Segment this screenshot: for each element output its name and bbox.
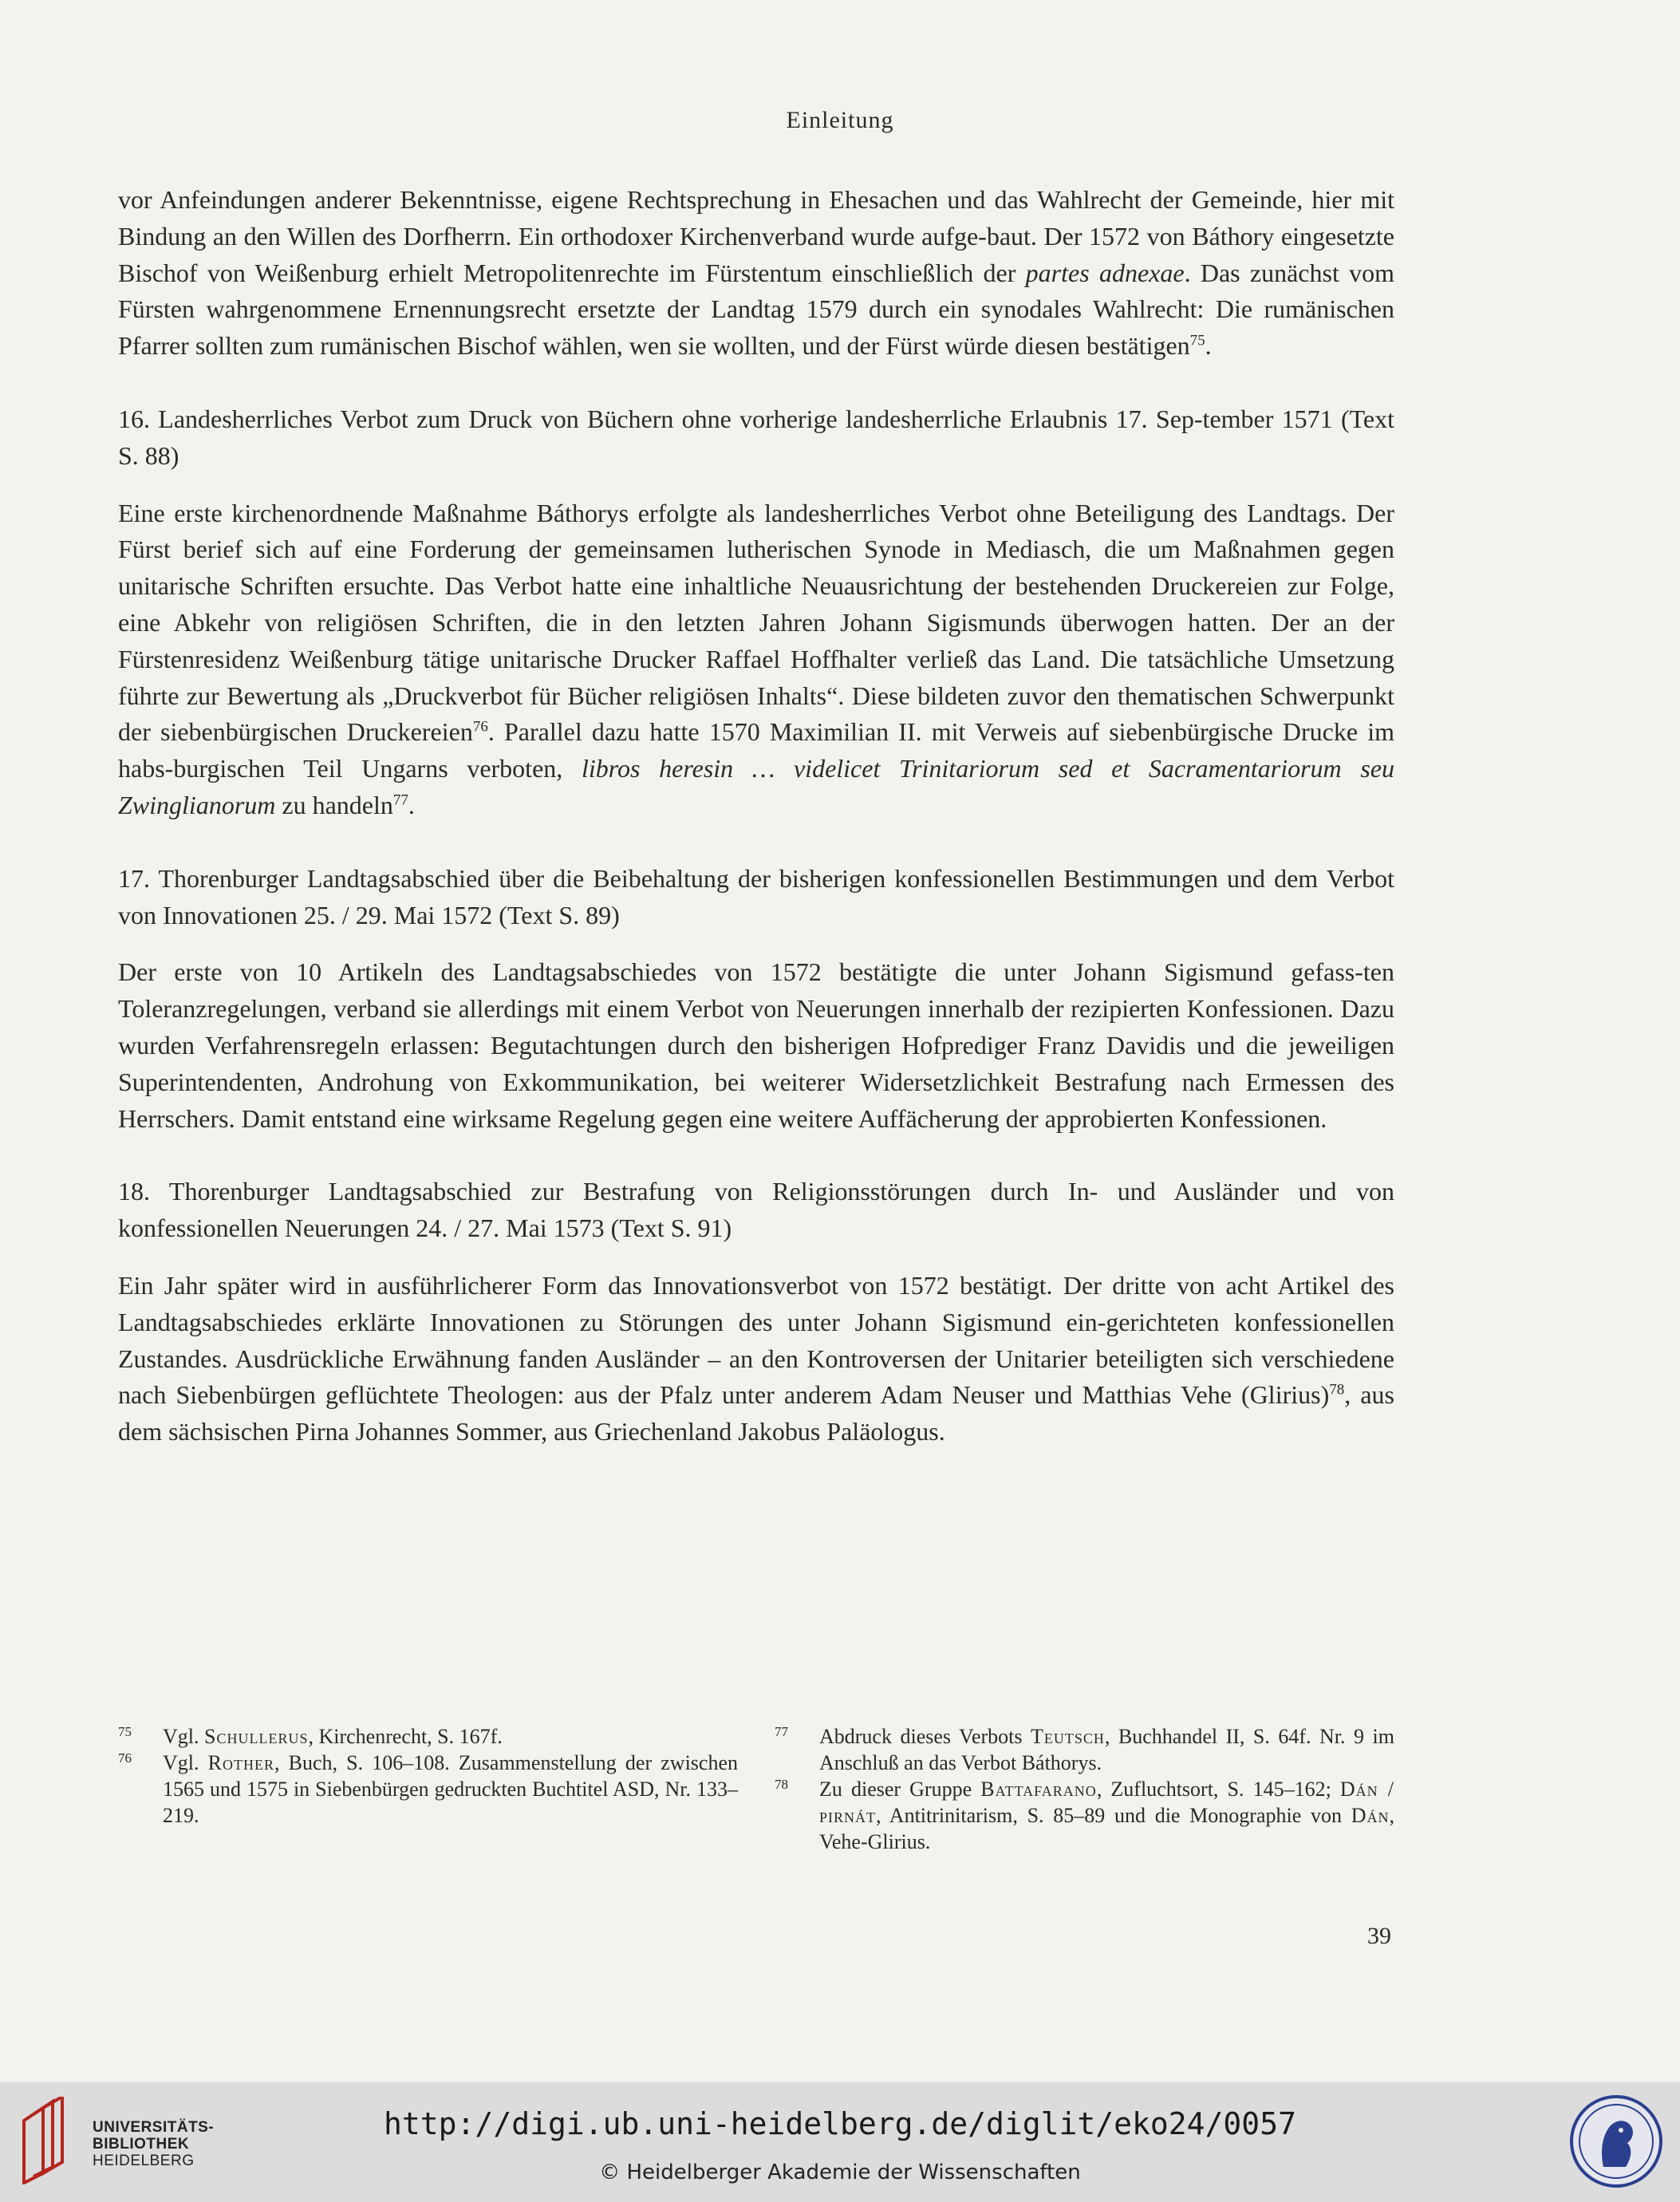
footnote-ref-75[interactable]: 75 [1189, 332, 1205, 349]
permalink-url[interactable]: http://digi.ub.uni-heidelberg.de/diglit/eko24/0057 [384, 2106, 1296, 2141]
copyright-notice: © Heidelberger Akademie der Wissenschaften [599, 2161, 1081, 2184]
viewer-footer [0, 2082, 1680, 2202]
paragraph-18: Ein Jahr später wird in ausführlicherer Form das Innovationsverbot von 1572 bestätigt. Der dritte von acht Artikel des Landtagsabschiedes erklärte Innovationen zu Störungen des unter Johann Sigismund ein-gerichteten konfessionellen Zustandes. Ausdrückliche Erwähnung fanden Ausländer – an den Kontroversen der Unitarier beteiligten sich verschiedene nach Siebenbürgen geflüchtete Theologen: aus der Pfalz unter anderem Adam Neuser und Matthias Vehe (Glirius)$^{78}$, aus dem sächsischen Pirna Johannes Sommer, aus Griechenland Jakobus Paläologus. [118, 1270, 1395, 1446]
section-heading-17: 17. Thorenburger Landtagsabschied über die Beibehaltung der bisherigen konfessionellen Bestimmungen und dem Verbot von Innovationen 25. / 29. Mai 1572 (Text S. 89) [118, 863, 1394, 929]
footnotes-left-column [118, 1723, 738, 1829]
paragraph-intro: vor Anfeindungen anderer Bekenntnisse, eigene Rechtsprechung in Ehesachen und das Wahlrecht der Gemeinde, hier mit Bindung an den Willen des Dorfherrn. Ein orthodoxer Kirchenverband wurde aufge-baut. Der 1572 von Báthory eingesetzte Bischof von Weißenburg erhielt Metropolitenrechte im Fürstentum einschließlich der partes adnexae. Das zunächst vom Fürsten wahrgenommene Ernennungsrecht ersetzte der Landtag 1579 durch ein synodales Wahlrecht: Die rumänischen Pfarrer sollten zum rumänischen Bischof wählen, wen sie wollten, und der Fürst würde diesen bestätigen$^{75}$. [118, 185, 1395, 361]
body-text [118, 182, 1394, 1450]
footnote-ref-78[interactable]: 78 [1329, 1381, 1345, 1399]
footnote-ref-77[interactable]: 77 [392, 791, 408, 809]
page-number: 39 [1367, 1923, 1391, 1949]
paragraph-17: Der erste von 10 Artikeln des Landtagsabschiedes von 1572 bestätigte die unter Johann Sigismund gefass-ten Toleranzregelungen, verband sie allerdings mit einem Verbot von Neuerungen innerhalb der rezipierten Konfessionen. Dazu wurden Verfahrensregeln erlassen: Begutachtungen durch den bisherigen Hofprediger Franz Davidis und die jeweiligen Superintendenten, Androhung von Exkommunikation, bei weiterer Widersetzlichkeit Bestrafung nach Ermessen des Herrschers. Damit entstand eine wirksame Regelung gegen eine weitere Auffächerung der approbierten Konfessionen. [118, 957, 1394, 1133]
section-heading-16: 16. Landesherrliches Verbot zum Druck von Büchern ohne vorherige landesherrliche Erlaubnis 17. Sep-tember 1571 (Text S. 88) [118, 404, 1394, 470]
footnote-76: 76 Vgl. Rother, Buch, S. 106–108. Zusammenstellung der zwischen 1565 und 1575 in Siebenbürgen gedruckten Buchtitel ASD, Nr. 133–219. [118, 1750, 739, 1827]
footnote-ref-76[interactable]: 76 [472, 718, 488, 736]
running-head: Einleitung [786, 107, 894, 133]
section-heading-18: 18. Thorenburger Landtagsabschied zur Bestrafung von Religionsstörungen durch In- und Ausländer und von konfessionellen Neuerungen 24. / 27. Mai 1573 (Text S. 91) [118, 1177, 1394, 1243]
paragraph-16: Eine erste kirchenordnende Maßnahme Báthorys erfolgte als landesherrliches Verbot ohne Beteiligung des Landtags. Der Fürst berief sich auf eine Forderung der gemeinsamen lutherischen Synode in Mediasch, die um Maßnahmen gegen unitarische Schriften ersuchte. Das Verbot hatte eine inhaltliche Neuausrichtung der bestehenden Druckereien zur Folge, eine Abkehr von religiösen Schriften, die in den letzten Jahren Johann Sigismunds überwogen hatten. Der an der Fürstenresidenz Weißenburg tätige unitarische Drucker Raffael Hoffhalter verließ das Land. Die tatsächliche Umsetzung führte zur Bewertung als „Druckverbot für Bücher religiösen Inhalts“. Diese bildeten zuvor den thematischen Schwerpunkt der siebenbürgischen Druckereien$^{76}$. Parallel dazu hatte 1570 Maximilian II. mit Verweis auf siebenbürgische Drucke im habs-burgischen Teil Ungarns verboten, libros heresin … videlicet Trinitariorum sed et Sacramentariorum seu Zwinglianorum zu handeln$^{77}$. [118, 498, 1395, 819]
footnotes-right-column [775, 1723, 1394, 1855]
footnote-77: 77 Abdruck dieses Verbots Teutsch, Buchhandel II, S. 64f. Nr. 9 im Anschluß an das Verbot Báthorys. [775, 1724, 1394, 1774]
footnote-75: 75 Vgl. Schullerus, Kirchenrecht, S. 167f. [118, 1724, 503, 1748]
academy-seal-icon[interactable] [1568, 2093, 1664, 2189]
library-logo-text: UNIVERSITÄTS- BIBLIOTHEK HEIDELBERG [93, 2119, 215, 2169]
footnote-78: 78 Zu dieser Gruppe Battafarano, Zufluchtsort, S. 145–162; Dán / pirnát, Antitrinitarism, S. 85–89 und die Monographie von Dán, Vehe-Glirius. [775, 1777, 1394, 1853]
